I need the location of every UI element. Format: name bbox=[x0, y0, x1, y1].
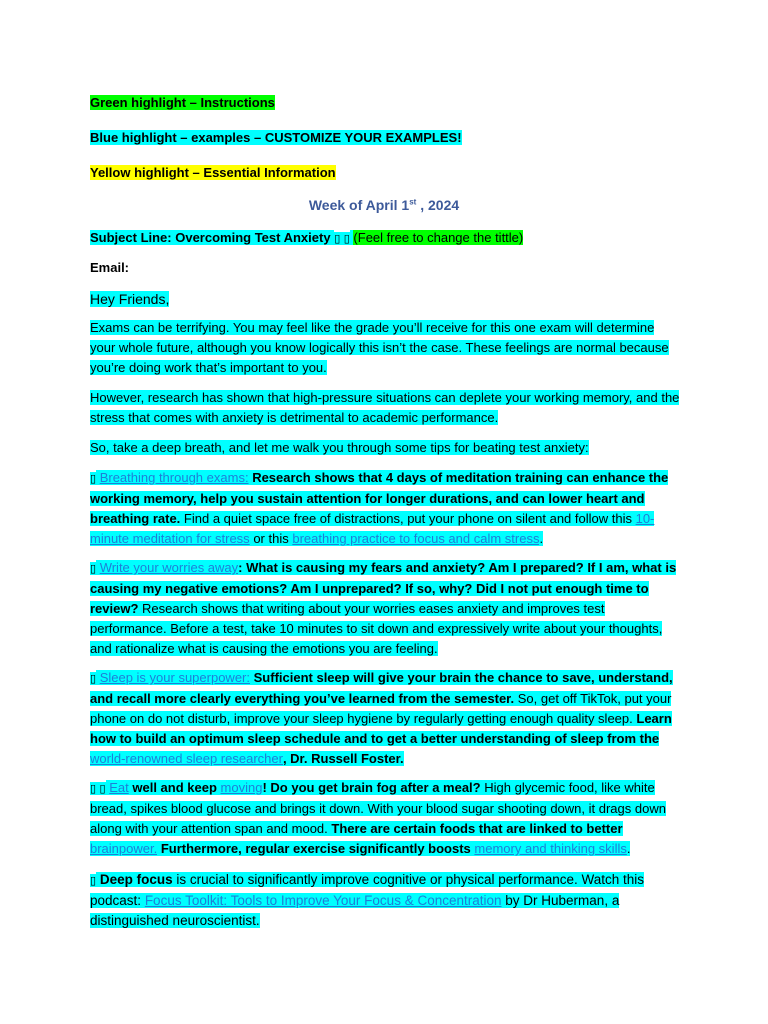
legend-green bbox=[90, 93, 680, 113]
breathing-text-1: Find a quiet space free of distractions, put your phone on silent and follow this bbox=[183, 511, 632, 526]
eat-bold-2: ! Do you get brain fog after a meal? bbox=[262, 780, 481, 795]
paragraph-3-text: So, take a deep breath, and let me walk you through some tips for beating test anxiety: bbox=[90, 440, 589, 455]
breathing-text-2: or this bbox=[253, 531, 289, 546]
breathing-practice-link[interactable]: breathing practice to focus and calm stress bbox=[292, 531, 540, 546]
moving-link[interactable]: moving bbox=[220, 780, 263, 795]
paragraph-1-text: Exams can be terrifying. You may feel like the grade you’ll receive for this one exam will determine your whole future, although you know logically this isn’t the case. These feelings are normal because you’re doing work that’s important to you. bbox=[90, 320, 669, 375]
greeting-text: Hey Friends, bbox=[90, 291, 170, 307]
emoji-icon: ▯ bbox=[90, 874, 97, 887]
week-heading bbox=[0, 197, 768, 213]
worries-text: Research shows that writing about your worries eases anxiety and improves test performance. Before a test, take 10 minutes to sit down and expressively write about your thoughts, and rationalize what is causing the emotions you are feeling. bbox=[90, 601, 663, 656]
tip-eat-move bbox=[90, 778, 680, 859]
focus-toolkit-link[interactable]: Focus Toolkit: Tools to Improve Your Focus & Concentration bbox=[144, 893, 502, 908]
paragraph-2-text: However, research has shown that high-pressure situations can deplete your working memory, and the stress that comes with anxiety is detrimental to academic performance. bbox=[90, 390, 680, 425]
tip-worries bbox=[90, 558, 680, 659]
eat-bold-4: Furthermore, regular exercise significantly boosts bbox=[160, 841, 471, 856]
email-label bbox=[90, 258, 680, 278]
paragraph-1 bbox=[90, 318, 680, 378]
subject-label: Subject Line: Overcoming Test Anxiety bbox=[90, 230, 331, 245]
paragraph-3 bbox=[90, 438, 680, 458]
breathing-end: . bbox=[539, 531, 544, 546]
breathing-bold: Research shows that 4 days of meditation training can enhance the working memory, help you sustain attention for longer durations, and can lower heart and breathing rate. bbox=[90, 470, 669, 526]
week-prefix: Week of April 1 bbox=[308, 197, 410, 213]
subject-line bbox=[90, 228, 680, 249]
eat-text: High glycemic food, like white bread, spikes blood glucose and brings it down. With your blood sugar shooting down, it drags down along with your attention span and mood. bbox=[90, 780, 666, 836]
meditation-link[interactable]: 10-minute meditation for stress bbox=[90, 511, 655, 546]
brainpower-link[interactable]: brainpower. bbox=[90, 841, 158, 856]
paragraph-2 bbox=[90, 388, 680, 428]
worries-link[interactable]: Write your worries away bbox=[99, 560, 239, 575]
email-label-text: Email: bbox=[90, 260, 130, 275]
legend-yellow-text: Yellow highlight – Essential Information bbox=[90, 165, 336, 180]
greeting bbox=[90, 289, 680, 309]
legend-yellow bbox=[90, 163, 680, 183]
tip-sleep bbox=[90, 668, 680, 769]
eat-bold-1: well and keep bbox=[132, 780, 217, 795]
tip-breathing bbox=[90, 468, 680, 549]
tip-deep-focus bbox=[90, 870, 680, 931]
eat-link[interactable]: Eat bbox=[109, 780, 129, 795]
eat-end: . bbox=[626, 841, 631, 856]
emoji-icon: ▯ bbox=[90, 672, 97, 685]
subject-emoji-icon: ▯ ▯ bbox=[334, 232, 350, 245]
emoji-icon: ▯ ▯ bbox=[90, 782, 106, 795]
week-suffix: , 2024 bbox=[416, 197, 460, 213]
focus-text-2: by Dr Huberman, a distinguished neuroscientist. bbox=[90, 893, 620, 928]
subject-note: (Feel free to change the tittle) bbox=[353, 230, 524, 245]
sleep-bold-3: , Dr. Russell Foster. bbox=[282, 751, 404, 766]
legend-blue bbox=[90, 128, 680, 148]
breathing-link[interactable]: Breathing through exams: bbox=[99, 470, 249, 485]
sleep-bold-1: Sufficient sleep will give your brain the chance to save, understand, and recall more clearly everything you’ve learned from the semester. bbox=[90, 670, 673, 706]
emoji-icon: ▯ bbox=[90, 472, 97, 485]
legend-blue-text: Blue highlight – examples – CUSTOMIZE YOUR EXAMPLES! bbox=[90, 130, 462, 145]
legend-green-text: Green highlight – Instructions bbox=[90, 95, 275, 110]
week-sup: st bbox=[409, 197, 417, 207]
focus-text-1: is crucial to significantly improve cognitive or physical performance. Watch this podcast: bbox=[90, 872, 645, 908]
worries-bold: : What is causing my fears and anxiety? Am I prepared? If I am, what is causing my negative emotions? Am I unprepared? If so, why? Did I not put enough time to review? bbox=[90, 560, 677, 616]
eat-bold-3: There are certain foods that are linked to better bbox=[331, 821, 623, 836]
memory-link[interactable]: memory and thinking skills bbox=[474, 841, 627, 856]
sleep-researcher-link[interactable]: world-renowned sleep researcher bbox=[90, 751, 283, 766]
sleep-link[interactable]: Sleep is your superpower: bbox=[99, 670, 250, 685]
emoji-icon: ▯ bbox=[90, 562, 97, 575]
sleep-text: So, get off TikTok, put your phone on do not disturb, improve your sleep hygiene by regularly getting enough quality sleep. bbox=[90, 691, 672, 726]
sleep-bold-2: Learn how to build an optimum sleep schedule and to get a better understanding of sleep from the bbox=[90, 711, 672, 746]
focus-bold: Deep focus bbox=[99, 872, 173, 887]
